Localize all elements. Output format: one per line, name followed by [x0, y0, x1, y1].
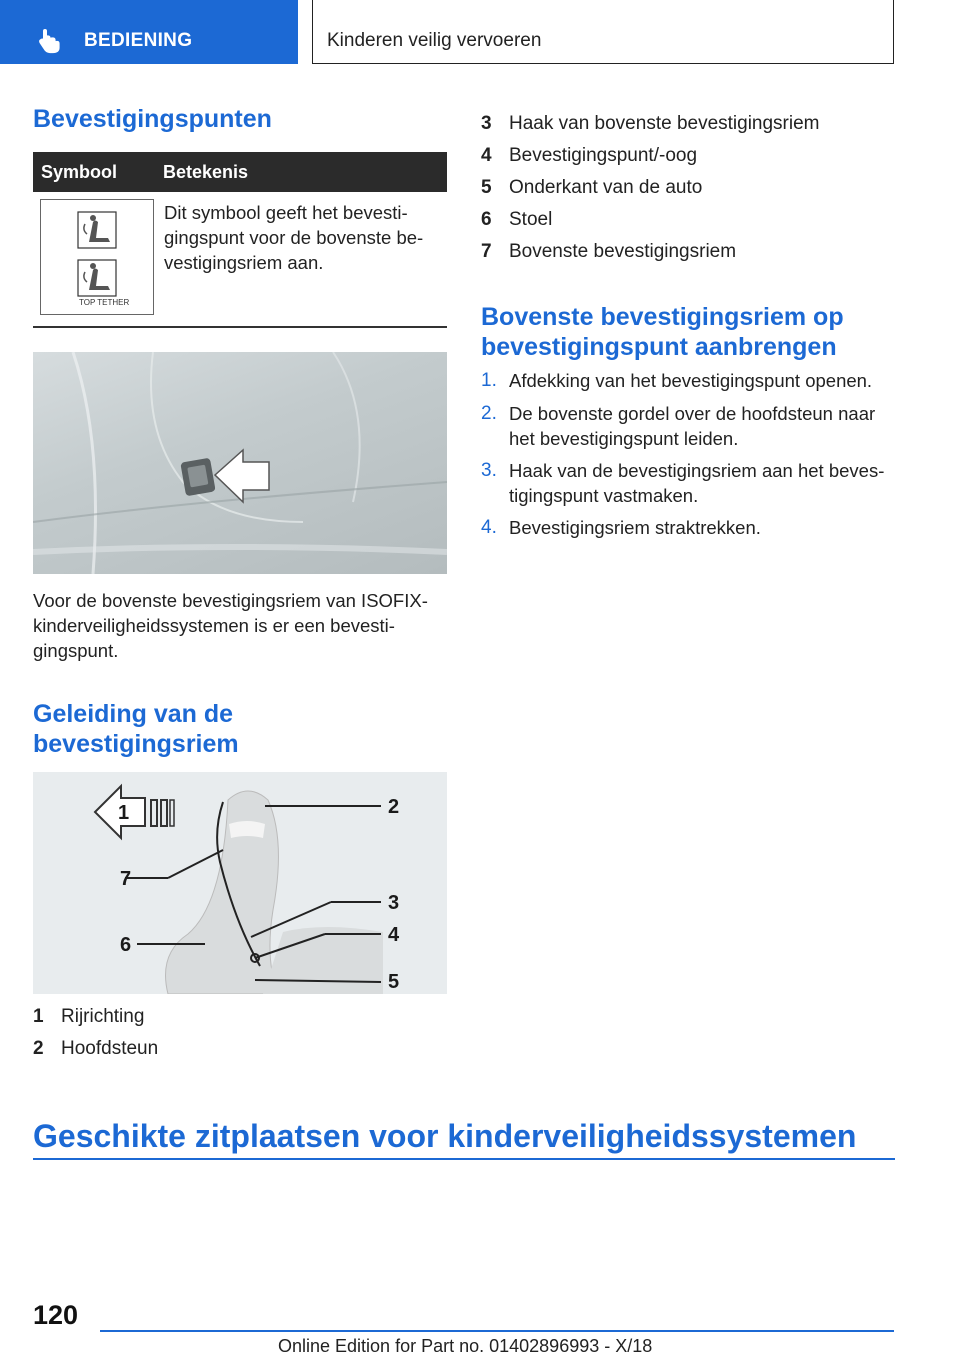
heading-geleiding [33, 699, 239, 759]
steps-list [481, 368, 901, 548]
symbol-meaning [164, 200, 449, 275]
section-tab[interactable] [0, 0, 298, 64]
step-line: Haak van de bevestigingsriem aan het beves- [509, 460, 885, 481]
legend-number: 3 [481, 113, 492, 134]
paragraph-line: gingspunt. [33, 640, 119, 661]
meaning-line: gingspunt voor de bovenste be- [164, 227, 424, 248]
paragraph-line: Voor de bovenste bevestigingsriem van ISOFIX- [33, 590, 428, 611]
section-label: BEDIENING [84, 30, 193, 51]
legend-item [481, 209, 901, 235]
heading-bevestigingspunten: Bevestigingspunten [33, 105, 272, 133]
heading-line: bevestigingspunt aanbrengen [481, 333, 837, 361]
pointing-hand-icon [38, 28, 60, 54]
diagram-label-1: 1 [118, 802, 130, 824]
table-header [33, 152, 447, 192]
diagram-label-3: 3 [388, 892, 400, 914]
legend-item [33, 1006, 443, 1032]
step-item [481, 458, 901, 515]
legend-number: 1 [33, 1006, 44, 1027]
meaning-line: vestigingsriem aan. [164, 252, 324, 273]
anchor-point-photo [33, 352, 447, 574]
strap-routing-diagram [33, 772, 447, 994]
page-number: 120 [33, 1300, 79, 1330]
legend-number: 6 [481, 209, 492, 230]
diagram-label-2: 2 [388, 796, 400, 818]
heading-line: bevestigingsriem [33, 730, 239, 758]
step-line: Afdekking van het bevestigingspunt openen. [509, 370, 873, 391]
symbol-caption: TOP TETHER [79, 298, 130, 307]
legend-text: Rijrichting [61, 1006, 145, 1027]
heading-line: Geleiding van de [33, 700, 234, 728]
chapter-tab[interactable] [312, 0, 894, 64]
arrow-left-icon [215, 450, 269, 502]
diagram-label-5: 5 [388, 971, 400, 993]
table-bottom-rule [33, 326, 447, 328]
isofix-paragraph [33, 588, 449, 663]
legend-text: Bovenste bevestigingsriem [509, 241, 737, 262]
diagram-label-6: 6 [120, 934, 132, 956]
legend-item [33, 1038, 443, 1064]
meaning-line: Dit symbool geeft het bevesti- [164, 202, 408, 223]
step-number: 2. [481, 403, 497, 424]
heading-line: Bovenste bevestigingsriem op [481, 303, 844, 331]
step-item [481, 368, 901, 401]
section-heading: Geschikte zitplaatsen voor kinderveiligheidssystemen [33, 1118, 857, 1154]
legend-item [481, 113, 901, 139]
edition-text: Online Edition for Part no. 01402896993 - X/18 [278, 1336, 653, 1356]
legend-text: Hoofdsteun [61, 1038, 159, 1059]
step-item [481, 401, 901, 458]
paragraph-line: kinderveiligheidssystemen is er een bevesti- [33, 615, 395, 636]
legend-number: 4 [481, 145, 492, 166]
diagram-label-7: 7 [120, 868, 132, 890]
col-meaning: Betekenis [163, 162, 249, 182]
step-number: 3. [481, 460, 497, 481]
step-line: tigingspunt vastmaken. [509, 485, 699, 506]
top-tether-symbol [40, 199, 154, 315]
step-number: 1. [481, 370, 497, 391]
legend-text: Bevestigingspunt/-oog [509, 145, 698, 166]
step-line: De bovenste gordel over de hoofdsteun naar [509, 403, 876, 424]
legend-number: 2 [33, 1038, 44, 1059]
footer-rule [100, 1330, 894, 1332]
legend-item [481, 145, 901, 171]
step-number: 4. [481, 517, 497, 538]
legend-item [481, 177, 901, 203]
step-line: Bevestigingsriem straktrekken. [509, 517, 761, 538]
legend-text: Stoel [509, 209, 553, 230]
section-rule [33, 1158, 895, 1160]
col-symbol: Symbool [41, 162, 118, 182]
legend-text: Onderkant van de auto [509, 177, 703, 198]
diagram-label-4: 4 [388, 924, 400, 946]
legend-text: Haak van bovenste bevestigingsriem [509, 113, 820, 134]
chapter-title: Kinderen veilig vervoeren [327, 30, 542, 51]
step-item [481, 515, 901, 548]
legend-number: 5 [481, 177, 492, 198]
step-line: het bevestigingspunt leiden. [509, 428, 739, 449]
child-seat-icon [41, 200, 152, 313]
legend-item [481, 241, 901, 267]
legend-number: 7 [481, 241, 492, 262]
heading-aanbrengen [481, 302, 844, 362]
